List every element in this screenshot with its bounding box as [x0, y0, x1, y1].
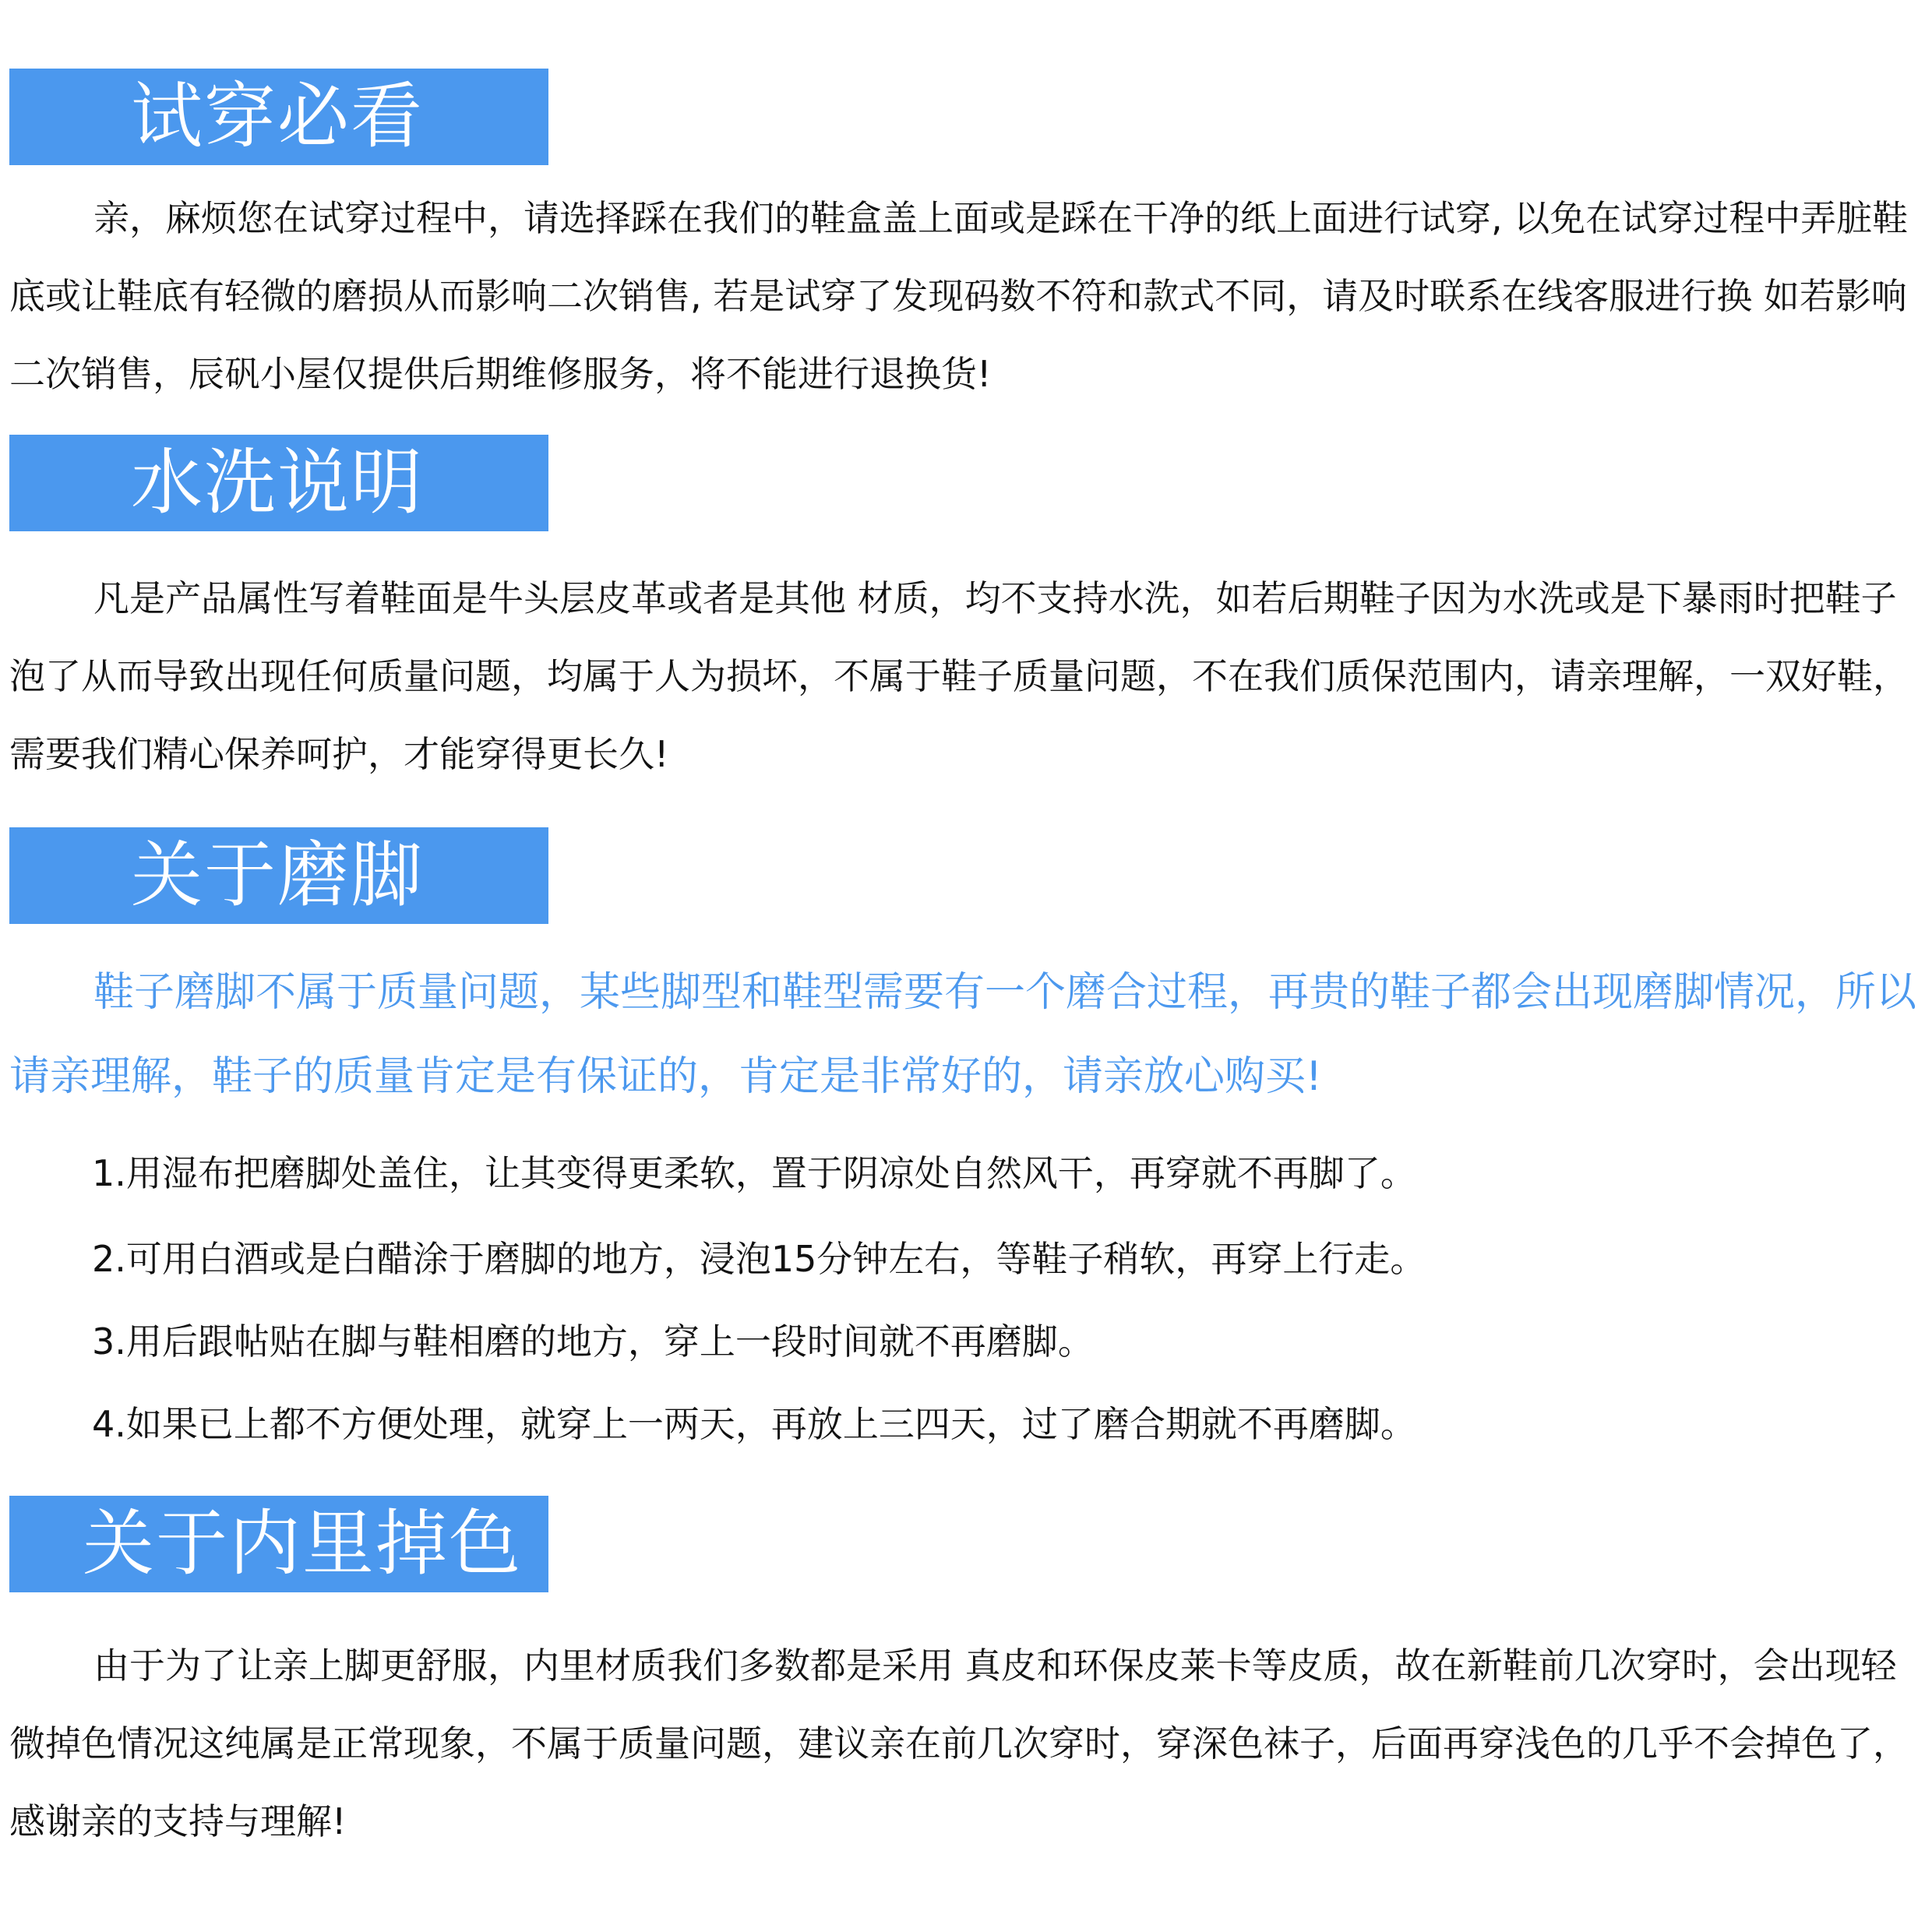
chafing-tip-3: 3.用后跟帖贴在脚与鞋相磨的地方，穿上一段时间就不再磨脚。: [92, 1320, 1094, 1363]
chafing-tip-2: 2.可用白酒或是白醋涂于磨脚的地方，浸泡15分钟左右，等鞋子稍软，再穿上行走。: [92, 1238, 1426, 1280]
chafing-tip-1: 1.用湿布把磨脚处盖住，让其变得更柔软，置于阴凉处自然风干，再穿就不再脚了。: [92, 1152, 1416, 1194]
section-header-try-on: [9, 69, 548, 165]
section-header-washing: [9, 435, 548, 531]
section-title: 试穿必看: [131, 75, 425, 158]
section-header-lining-color: [9, 1496, 548, 1592]
washing-notice: 凡是产品属性写着鞋面是牛头层皮革或者是其他 材质，均不支持水洗，如若后期鞋子因为水洗或是下暴雨时把鞋子泡了从而导致出现任何质量问题，均属于人为损坏，不属于鞋子质量问题，不在我们质保范围内，请亲理解，一双好鞋，需要我们精心保养呵护，才能穿得更长久!: [9, 577, 1909, 775]
try-on-notice: 亲，麻烦您在试穿过程中，请选择踩在我们的鞋盒盖上面或是踩在干净的纸上面进行试穿, 以免在试穿过程中弄脏鞋底或让鞋底有轻微的磨损从而影响二次销售, 若是试穿了发现码数不符和款式不同，请及时联系在线客服进行换 如若影响二次销售，辰矾小屋仅提供后期维修服务，将不能进行退换货!: [9, 197, 1909, 395]
lining-notice: 由于为了让亲上脚更舒服，内里材质我们多数都是采用 真皮和环保皮莱卡等皮质，故在新鞋前几次穿时，会出现轻微掉色情况这纯属是正常现象，不属于质量问题，建议亲在前几次穿时，穿深色袜子，后面再穿浅色的几乎不会掉色了，感谢亲的支持与理解!: [9, 1645, 1909, 1842]
section-header-chafing: [9, 827, 548, 924]
chafing-tip-4: 4.如果已上都不方便处理，就穿上一两天，再放上三四天，过了磨合期就不再磨脚。: [92, 1403, 1416, 1445]
section-title: 水洗说明: [131, 441, 425, 524]
section-title: 关于磨脚: [131, 834, 425, 917]
section-title: 关于内里掉色: [83, 1502, 523, 1585]
chafing-highlight: 鞋子磨脚不属于质量问题，某些脚型和鞋型需要有一个磨合过程，再贵的鞋子都会出现磨脚情况，所以请亲理解，鞋子的质量肯定是有保证的，肯定是非常好的，请亲放心购买!: [9, 969, 1917, 1100]
